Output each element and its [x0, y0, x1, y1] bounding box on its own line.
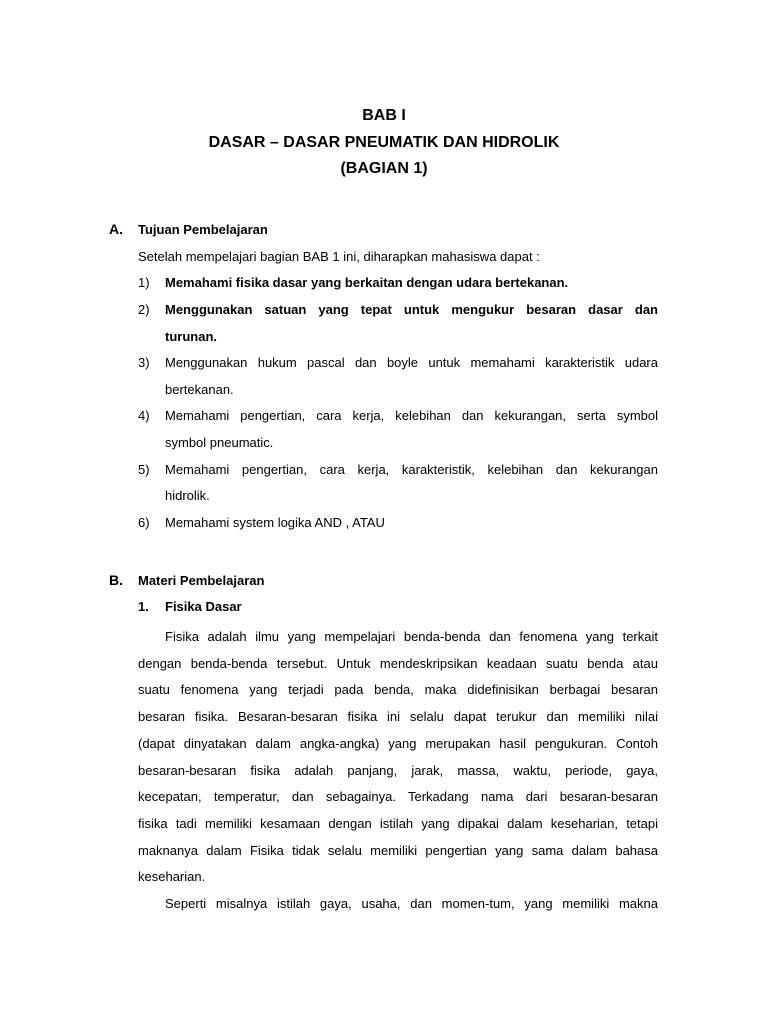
paragraph-line: (dapat dinyatakan dalam angka-angka) yang merupakan hasil pengukuran. Contoh: [138, 736, 658, 751]
objective-number: 3): [138, 355, 150, 370]
objective-text-continued: symbol pneumatic.: [165, 435, 274, 450]
objective-text: Memahami pengertian, cara kerja, karakteristik, kelebihan dan kekurangan: [165, 462, 658, 477]
paragraph-line: Fisika adalah ilmu yang mempelajari benda-benda dan fenomena yang terkait: [165, 629, 658, 644]
paragraph-line: dengan benda-benda tersebut. Untuk mendeskripsikan keadaan suatu benda atau: [138, 656, 658, 671]
objective-text-continued: bertekanan.: [165, 382, 234, 397]
objective-text: Memahami fisika dasar yang berkaitan dengan udara bertekanan.: [165, 275, 569, 290]
paragraph-line: maknanya dalam Fisika tidak selalu memiliki pengertian yang sama dalam bahasa: [138, 843, 658, 858]
subsection-number: 1.: [138, 599, 149, 614]
paragraph-line: besaran-besaran fisika adalah panjang, jarak, massa, waktu, periode, gaya,: [138, 763, 658, 778]
objective-text: Memahami pengertian, cara kerja, kelebihan dan kekurangan, serta symbol: [165, 408, 658, 423]
subsection-title: Fisika Dasar: [165, 599, 242, 614]
objective-text: Menggunakan satuan yang tepat untuk mengukur besaran dasar dan: [165, 302, 658, 317]
objective-number: 2): [138, 302, 150, 317]
section-b-title: Materi Pembelajaran: [138, 573, 265, 588]
objective-number: 6): [138, 515, 150, 530]
objective-text-continued: turunan.: [165, 329, 217, 344]
objective-text: Menggunakan hukum pascal dan boyle untuk memahami karakteristik udara: [165, 355, 658, 370]
chapter-title: DASAR – DASAR PNEUMATIK DAN HIDROLIK: [208, 134, 560, 151]
objective-number: 5): [138, 462, 150, 477]
objective-text: Memahami system logika AND , ATAU: [165, 515, 385, 530]
chapter-subtitle: (BAGIAN 1): [340, 160, 428, 177]
objective-number: 4): [138, 408, 150, 423]
section-a-intro: Setelah mempelajari bagian BAB 1 ini, diharapkan mahasiswa dapat :: [138, 249, 540, 264]
paragraph-line: Seperti misalnya istilah gaya, usaha, dan momen-tum, yang memiliki makna: [165, 896, 658, 911]
section-a-title: Tujuan Pembelajaran: [138, 222, 268, 237]
chapter-label: BAB I: [362, 107, 406, 124]
objective-text-continued: hidrolik.: [165, 488, 210, 503]
section-b-letter: B.: [109, 572, 123, 588]
paragraph-line: kecepatan, temperatur, dan sebagainya. Terkadang nama dari besaran-besaran: [138, 789, 658, 804]
paragraph-line: besaran fisika. Besaran-besaran fisika ini selalu dapat terukur dan memiliki nilai: [138, 709, 658, 724]
objective-number: 1): [138, 275, 150, 290]
paragraph-line: fisika tadi memiliki kesamaan dengan istilah yang dipakai dalam keseharian, tetapi: [138, 816, 658, 831]
paragraph-line: keseharian.: [138, 869, 206, 884]
section-a-letter: A.: [109, 221, 123, 237]
paragraph-line: suatu fenomena yang terjadi pada benda, maka didefinisikan berbagai besaran: [138, 682, 658, 697]
